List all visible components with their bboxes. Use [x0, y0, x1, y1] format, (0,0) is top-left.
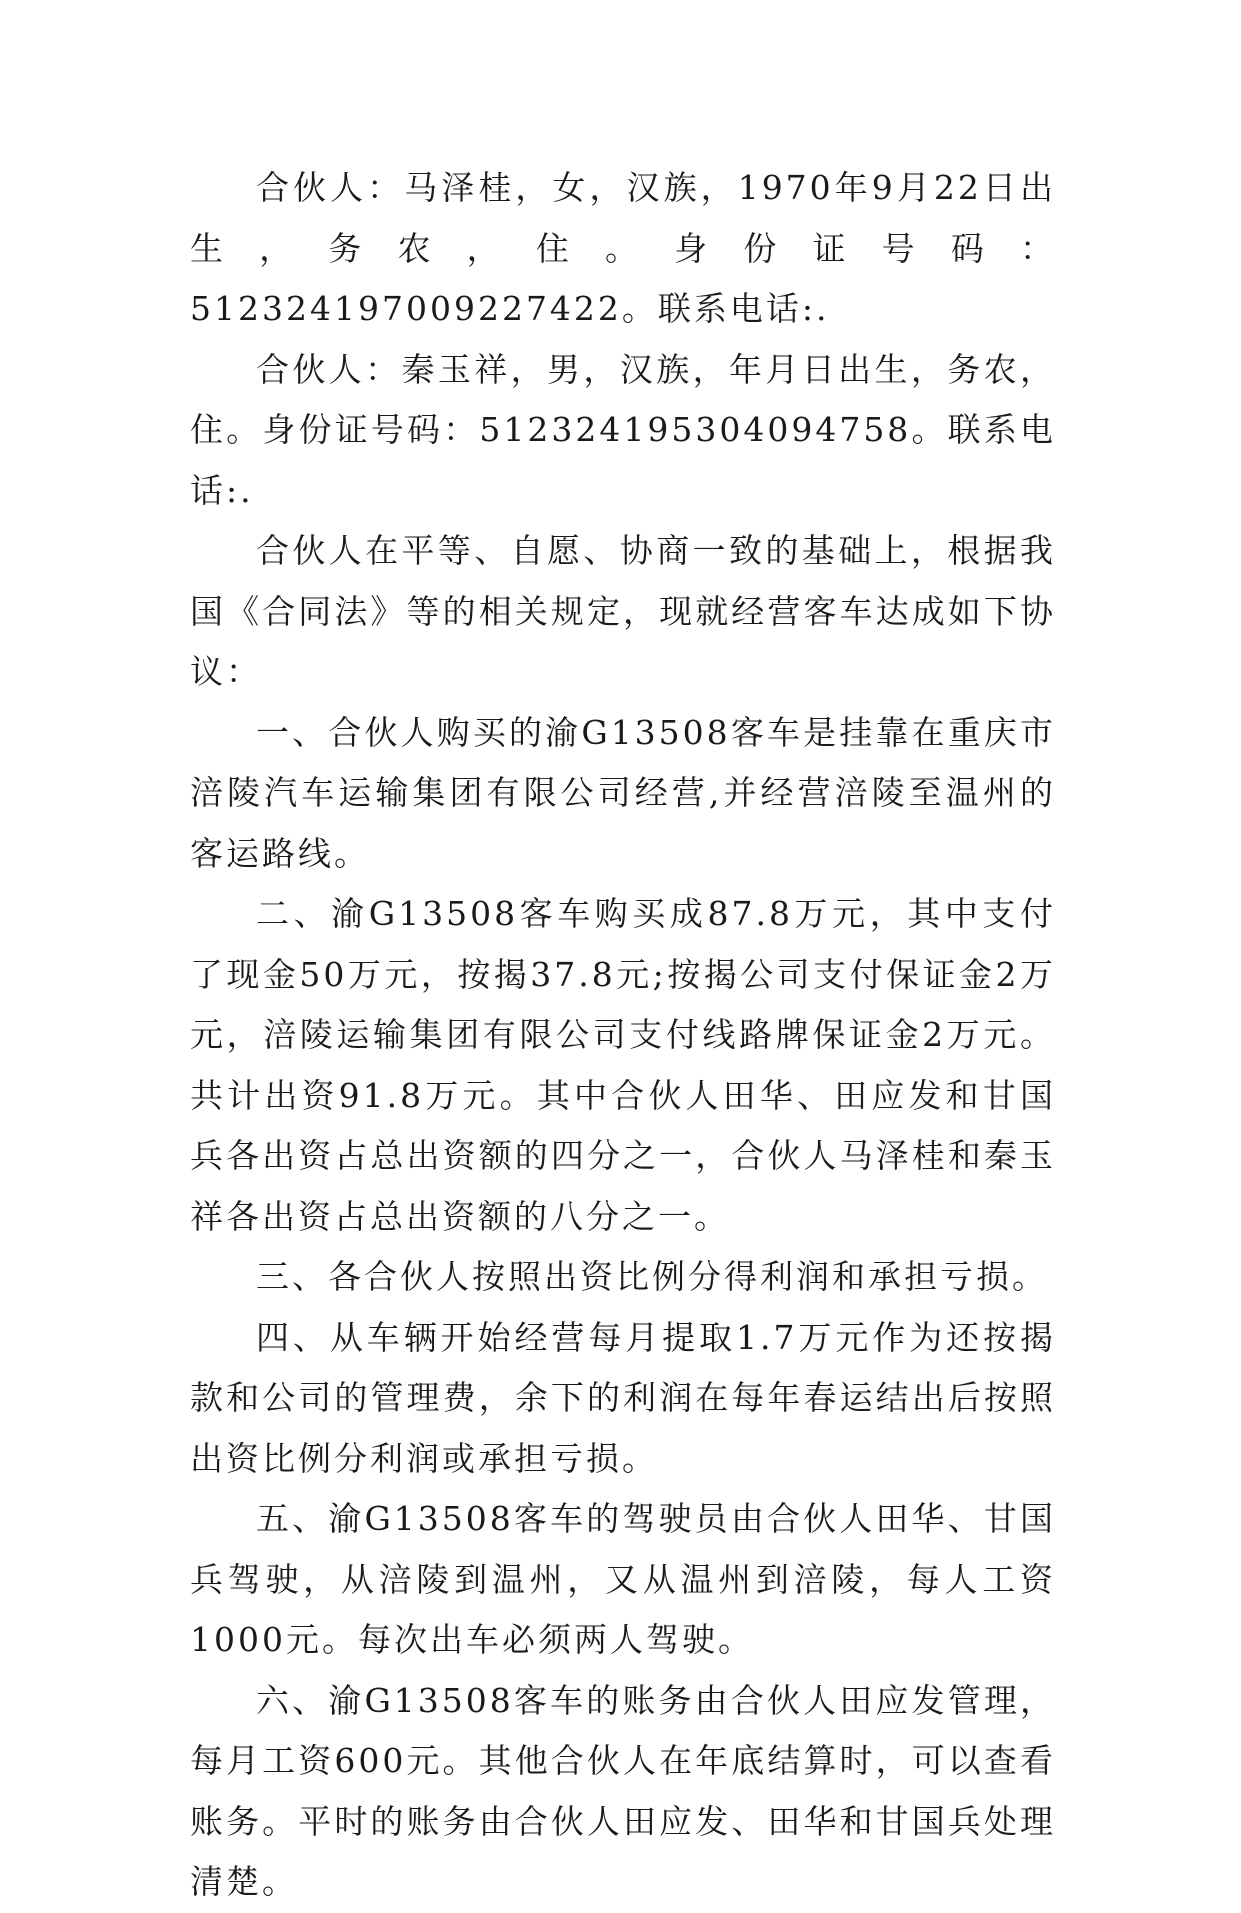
paragraph-partner-ma: 合伙人：马泽桂，女，汉族，1970年9月22日出生，务农，住。身份证号码：512324197009227422。联系电话:.: [190, 168, 1056, 328]
document-body: [190, 158, 1056, 1913]
paragraph-partner-qin: 合伙人：秦玉祥，男，汉族，年月日出生，务农，住。身份证号码：512324195304094758。联系电话:.: [190, 349, 1056, 510]
paragraph-clause-6: 六、渝G13508客车的账务由合伙人田应发管理，每月工资600元。其他合伙人在年底结算时，可以查看账务。平时的账务由合伙人田应发、田华和甘国兵处理清楚。: [190, 1680, 1056, 1901]
paragraph-preamble: 合伙人在平等、自愿、协商一致的基础上，根据我国《合同法》等的相关规定，现就经营客车达成如下协议：: [190, 531, 1056, 691]
paragraph-clause-3: 三、各合伙人按照出资比例分得利润和承担亏损。: [256, 1257, 1048, 1296]
paragraph-clause-2: 二、渝G13508客车购买成87.8万元，其中支付了现金50万元，按揭37.8元;按揭公司支付保证金2万元，涪陵运输集团有限公司支付线路牌保证金2万元。共计出资91.8万元。其中合伙人田华、田应发和甘国兵各出资占总出资额的四分之一，合伙人马泽桂和秦玉祥各出资占总出资额的八分之一。: [190, 894, 1056, 1236]
paragraph-clause-4: 四、从车辆开始经营每月提取1.7万元作为还按揭款和公司的管理费，余下的利润在每年春运结出后按照出资比例分利润或承担亏损。: [190, 1317, 1056, 1478]
paragraph-clause-1: 一、合伙人购买的渝G13508客车是挂靠在重庆市涪陵汽车运输集团有限公司经营,并经营涪陵至温州的客运路线。: [190, 712, 1056, 873]
paragraph-clause-5: 五、渝G13508客车的驾驶员由合伙人田华、甘国兵驾驶，从涪陵到温州，又从温州到涪陵，每人工资1000元。每次出车必须两人驾驶。: [190, 1499, 1056, 1659]
